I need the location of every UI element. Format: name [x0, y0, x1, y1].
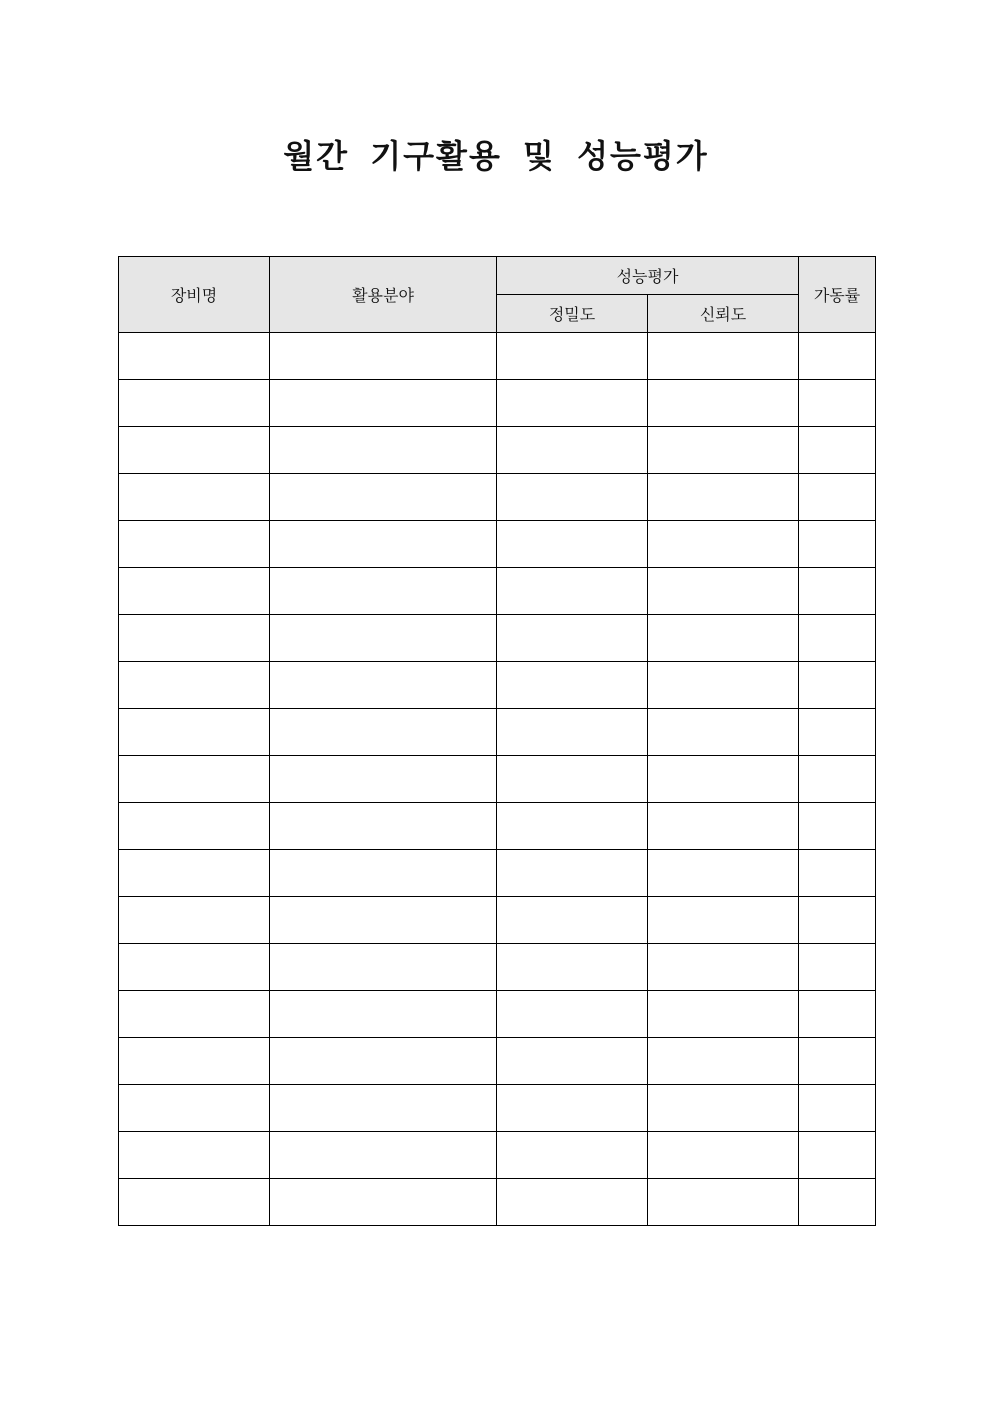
header-equipment-name: 장비명 — [119, 257, 270, 333]
equipment-name-cell[interactable] — [119, 897, 270, 944]
precision-cell[interactable] — [497, 427, 648, 474]
operation-rate-cell[interactable] — [799, 1038, 876, 1085]
reliability-cell[interactable] — [648, 991, 799, 1038]
reliability-cell[interactable] — [648, 333, 799, 380]
table-row — [119, 1038, 876, 1085]
precision-cell[interactable] — [497, 1085, 648, 1132]
reliability-cell[interactable] — [648, 756, 799, 803]
operation-rate-cell[interactable] — [799, 709, 876, 756]
usage-field-cell[interactable] — [270, 897, 497, 944]
usage-field-cell[interactable] — [270, 709, 497, 756]
reliability-cell[interactable] — [648, 944, 799, 991]
equipment-name-cell[interactable] — [119, 521, 270, 568]
usage-field-cell[interactable] — [270, 615, 497, 662]
operation-rate-cell[interactable] — [799, 944, 876, 991]
equipment-name-cell[interactable] — [119, 709, 270, 756]
operation-rate-cell[interactable] — [799, 756, 876, 803]
reliability-cell[interactable] — [648, 709, 799, 756]
table-row — [119, 1132, 876, 1179]
usage-field-cell[interactable] — [270, 333, 497, 380]
precision-cell[interactable] — [497, 615, 648, 662]
usage-field-cell[interactable] — [270, 803, 497, 850]
table-row — [119, 380, 876, 427]
table-row — [119, 897, 876, 944]
operation-rate-cell[interactable] — [799, 1179, 876, 1226]
operation-rate-cell[interactable] — [799, 474, 876, 521]
equipment-name-cell[interactable] — [119, 333, 270, 380]
precision-cell[interactable] — [497, 568, 648, 615]
usage-field-cell[interactable] — [270, 427, 497, 474]
equipment-name-cell[interactable] — [119, 474, 270, 521]
usage-field-cell[interactable] — [270, 474, 497, 521]
reliability-cell[interactable] — [648, 521, 799, 568]
equipment-name-cell[interactable] — [119, 944, 270, 991]
precision-cell[interactable] — [497, 897, 648, 944]
equipment-name-cell[interactable] — [119, 427, 270, 474]
reliability-cell[interactable] — [648, 897, 799, 944]
header-operation-rate: 가동률 — [799, 257, 876, 333]
precision-cell[interactable] — [497, 474, 648, 521]
reliability-cell[interactable] — [648, 427, 799, 474]
usage-field-cell[interactable] — [270, 662, 497, 709]
table-row — [119, 709, 876, 756]
equipment-name-cell[interactable] — [119, 850, 270, 897]
precision-cell[interactable] — [497, 803, 648, 850]
equipment-name-cell[interactable] — [119, 1132, 270, 1179]
usage-field-cell[interactable] — [270, 521, 497, 568]
operation-rate-cell[interactable] — [799, 803, 876, 850]
equipment-name-cell[interactable] — [119, 380, 270, 427]
evaluation-table — [118, 256, 876, 1226]
equipment-name-cell[interactable] — [119, 568, 270, 615]
reliability-cell[interactable] — [648, 803, 799, 850]
table-row — [119, 474, 876, 521]
table-row — [119, 615, 876, 662]
operation-rate-cell[interactable] — [799, 521, 876, 568]
usage-field-cell[interactable] — [270, 850, 497, 897]
usage-field-cell[interactable] — [270, 568, 497, 615]
precision-cell[interactable] — [497, 662, 648, 709]
precision-cell[interactable] — [497, 850, 648, 897]
usage-field-cell[interactable] — [270, 1085, 497, 1132]
reliability-cell[interactable] — [648, 850, 799, 897]
usage-field-cell[interactable] — [270, 1132, 497, 1179]
table-row — [119, 662, 876, 709]
table-row — [119, 756, 876, 803]
table-row — [119, 803, 876, 850]
table-row — [119, 1085, 876, 1132]
equipment-name-cell[interactable] — [119, 991, 270, 1038]
usage-field-cell[interactable] — [270, 756, 497, 803]
table-row — [119, 521, 876, 568]
header-reliability: 신뢰도 — [648, 295, 799, 333]
precision-cell[interactable] — [497, 380, 648, 427]
equipment-name-cell[interactable] — [119, 615, 270, 662]
operation-rate-cell[interactable] — [799, 380, 876, 427]
reliability-cell[interactable] — [648, 568, 799, 615]
equipment-name-cell[interactable] — [119, 1179, 270, 1226]
precision-cell[interactable] — [497, 521, 648, 568]
precision-cell[interactable] — [497, 333, 648, 380]
operation-rate-cell[interactable] — [799, 1132, 876, 1179]
precision-cell[interactable] — [497, 756, 648, 803]
table-row — [119, 427, 876, 474]
reliability-cell[interactable] — [648, 1085, 799, 1132]
operation-rate-cell[interactable] — [799, 615, 876, 662]
table-row — [119, 1179, 876, 1226]
table-row — [119, 944, 876, 991]
reliability-cell[interactable] — [648, 615, 799, 662]
reliability-cell[interactable] — [648, 380, 799, 427]
reliability-cell[interactable] — [648, 662, 799, 709]
page-title: 월간 기구활용 및 성능평가 — [283, 137, 709, 175]
usage-field-cell[interactable] — [270, 380, 497, 427]
table-body — [119, 333, 876, 1226]
table-row — [119, 333, 876, 380]
equipment-name-cell[interactable] — [119, 662, 270, 709]
equipment-name-cell[interactable] — [119, 756, 270, 803]
precision-cell[interactable] — [497, 1132, 648, 1179]
reliability-cell[interactable] — [648, 1038, 799, 1085]
equipment-name-cell[interactable] — [119, 803, 270, 850]
reliability-cell[interactable] — [648, 474, 799, 521]
equipment-name-cell[interactable] — [119, 1085, 270, 1132]
operation-rate-cell[interactable] — [799, 991, 876, 1038]
table-row — [119, 850, 876, 897]
operation-rate-cell[interactable] — [799, 427, 876, 474]
operation-rate-cell[interactable] — [799, 333, 876, 380]
usage-field-cell[interactable] — [270, 944, 497, 991]
usage-field-cell[interactable] — [270, 1038, 497, 1085]
usage-field-cell[interactable] — [270, 1179, 497, 1226]
precision-cell[interactable] — [497, 1179, 648, 1226]
header-usage-field: 활용분야 — [270, 257, 497, 333]
operation-rate-cell[interactable] — [799, 897, 876, 944]
header-performance-evaluation: 성능평가 — [497, 257, 799, 295]
precision-cell[interactable] — [497, 944, 648, 991]
table-row — [119, 991, 876, 1038]
reliability-cell[interactable] — [648, 1179, 799, 1226]
operation-rate-cell[interactable] — [799, 850, 876, 897]
operation-rate-cell[interactable] — [799, 568, 876, 615]
operation-rate-cell[interactable] — [799, 1085, 876, 1132]
header-precision: 정밀도 — [497, 295, 648, 333]
reliability-cell[interactable] — [648, 1132, 799, 1179]
precision-cell[interactable] — [497, 991, 648, 1038]
table-row — [119, 568, 876, 615]
precision-cell[interactable] — [497, 1038, 648, 1085]
usage-field-cell[interactable] — [270, 991, 497, 1038]
precision-cell[interactable] — [497, 709, 648, 756]
operation-rate-cell[interactable] — [799, 662, 876, 709]
equipment-name-cell[interactable] — [119, 1038, 270, 1085]
